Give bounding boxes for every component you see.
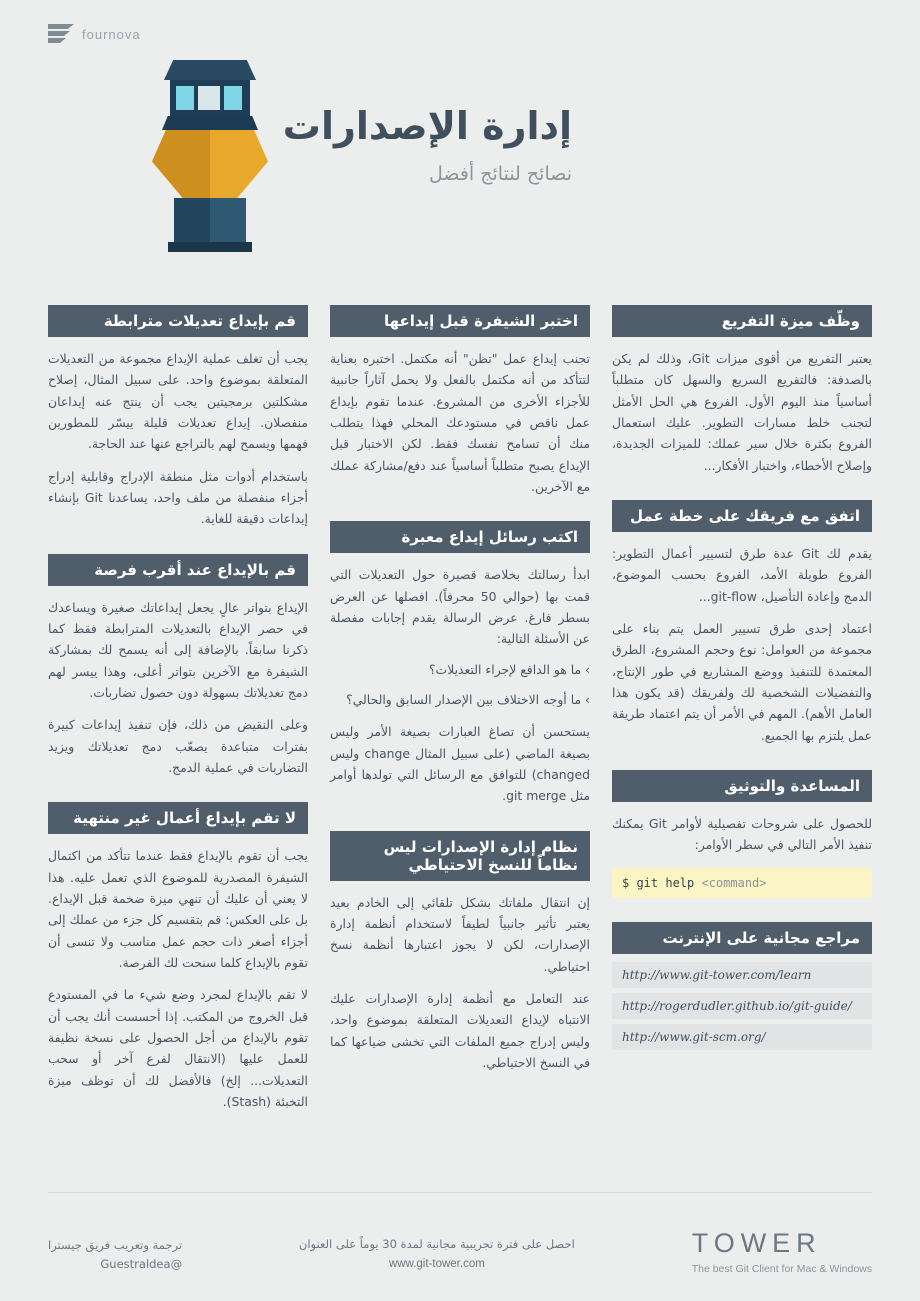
section-heading: قم بالإيداع عند أقرب فرصة: [48, 554, 308, 586]
section-paragraph: يجب أن تغلف عملية الإيداع مجموعة من التعديلات المتعلقة بموضوع واحد. على سبيل المثال، إصلاح مشكلتين برمجيتين يجب أن ينتج عنه إيداعان منفصلان. إيداع تعديلات قليلة ييسّر للمطورين فهمها ويسمح لهم بالتراجع عنها عند الحاجة.: [48, 351, 308, 452]
footer: [48, 1228, 872, 1275]
section-paragraph: الإيداع بتواتر عالٍ يجعل إيداعاتك صغيرة ويساعدك في حصر الإيداع بالتعديلات المترابطة فقط كما ذكرنا سابقاً. بالإضافة إلى أنه يسمح لك بمشاركة الشيفرة مع الآخرين بتواتر أعلى، وهذا ييسر لهم دمج تعديلاتك بسهولة دون حصول تضاربات.: [48, 599, 308, 700]
column-2: [330, 305, 590, 1112]
lighthouse-illustration: [150, 60, 270, 250]
footer-trial-url[interactable]: www.git-tower.com: [388, 1258, 485, 1271]
section-version-control-not-backup: [330, 831, 590, 1074]
footer-divider: [48, 1192, 872, 1193]
section-test-before-commit: [330, 305, 590, 497]
section-agree-on-workflow: [612, 500, 872, 746]
section-help-and-docs: [612, 770, 872, 898]
section-heading: اتفق مع فريقك على خطة عمل: [612, 500, 872, 532]
section-paragraph: وعلى النقيض من ذلك، فإن تنفيذ إيداعات كبيرة بفترات متباعدة يصعّب دمج تعديلاتك ويزيد التضاربات في عملية الدمج.: [48, 717, 308, 775]
title-block: [283, 105, 572, 185]
footer-credits: [48, 1236, 182, 1275]
section-paragraph: ابدأ رسالتك بخلاصة قصيرة حول التعديلات التي قمت بها (حوالي 50 محرفاً). افصلها عن العرض بسطر فارغ. عرض الرسالة يقدم إجابات مفصلة عن الأسئلة التالية:: [330, 567, 590, 647]
section-bullet: › ما أوجه الاختلاف بين الإصدار السابق والحالي؟: [346, 691, 590, 707]
page-subtitle: نصائح لنتائج أفضل: [428, 162, 572, 185]
section-paragraph: يقدم لك Git عدة طرق لتسيير أعمال التطوير: الفروع طويلة الأمد، الفروع بحسب الموضوع، الدمج وإعادة التأصيل، git-flow...: [612, 545, 872, 604]
column-3: [612, 305, 872, 1112]
section-heading: المساعدة والتوثيق: [612, 770, 872, 802]
content-columns: [48, 305, 872, 1112]
code-snippet: [612, 868, 872, 898]
resource-link[interactable]: http://www.git-scm.org/: [612, 1024, 872, 1050]
page-title: إدارة الإصدارات: [282, 104, 572, 148]
section-related-commits: [48, 305, 308, 530]
section-heading: اكتب رسائل إيداع معبرة: [330, 521, 590, 553]
section-paragraph: لا تقم بالإيداع لمجرد وضع شيء ما في المستودع قبل الخروج من المكتب. إذا أحسست أنك يجب أن تقوم بالإيداع من أجل الحصول على نسخة نظيفة للعمل عليها (الانتقال لفرع آخر أو سحب التعديلات... إلخ) فالأفضل لك أن توظف ميزة التخبئة (Stash).: [48, 987, 308, 1109]
section-heading: نظام إدارة الإصدارات ليس نظاماً للنسخ الاحتياطي: [330, 831, 590, 881]
tower-logo: TOWER: [691, 1228, 822, 1258]
section-paragraph: يجب أن تقوم بالإيداع فقط عندما تتأكد من اكتمال الشيفرة المصدرية للموضوع الذي تعمل عليه. هذا لا يعني أن عليك أن تنهي ميزة ضخمة قبل الإيداع. بل على العكس: قم بتقسيم كل جزء من عملك إلى أجزاء أصغر ذات حجم عمل مناسب ولا تنسى أن تقوم بالإيداع كلما سنحت لك الفرصة.: [48, 848, 308, 970]
section-use-branches: [612, 305, 872, 476]
section-paragraph: يستحسن أن تصاغ العبارات بصيغة الأمر وليس بصيغة الماضي (على سبيل المثال change وليس changed) للتوافق مع الرسائل التي تولدها أوامر مثل git merge.: [330, 724, 590, 804]
section-commit-often: [48, 554, 308, 779]
section-paragraph: يعتبر التفريع من أقوى ميزات Git، وذلك لم يكن بالصدفة: فالتفريع السريع والسهل كان متطلباً أساسياً منذ اليوم الأول. الفروع هي الحل الأمثل لتجنب خلط مسارات التطوير. عليك استعمال الفروع بكثرة خلال سير عملك: للميزات الجديدة، وإصلاح الأخطاء، واختبار الأفكار...: [612, 351, 872, 473]
code-argument: <command>: [701, 875, 767, 890]
code-prompt: $ git help: [622, 875, 695, 890]
footer-credit-line-1: ترجمة وتعريب فريق جيسترا: [48, 1237, 183, 1252]
tower-tagline: The best Git Client for Mac & Windows: [691, 1263, 872, 1275]
footer-product-logo: [692, 1228, 872, 1275]
section-paragraph: باستخدام أدوات مثل منطقة الإدراج وقابلية إدراج أجزاء منفصلة من ملف واحد، يساعدنا Git بإنشاء إيداعات دقيقة للغاية.: [48, 468, 308, 527]
section-paragraph: إن انتقال ملفاتك بشكل تلقائي إلى الخادم بعيد يعتبر تأثير جانبياً لطيفاً لاستخدام أنظمة إدارة الإصدارات، لكن لا يجوز اعتبارها أنظمة نسخ احتياطي.: [330, 894, 590, 974]
section-paragraph: اعتماد إحدى طرق تسيير العمل يتم بناء على مجموعة من العوامل: نوع وحجم المشروع، الطرق المعتمدة للتنفيذ ووضع المشاريع في طور الإنتاج، والتفضيلات الشخصية لك ولفريقك (قد يكون هذا العامل الأهم). المهم في الأمر أن يتم اعتماد طريقة عمل يلتزم بها الجميع.: [612, 620, 872, 743]
column-1: [48, 305, 308, 1112]
section-heading: قم بإيداع تعديلات مترابطة: [48, 305, 308, 337]
section-paragraph: للحصول على شروحات تفصيلية لأوامر Git يمكنك تنفيذ الأمر التالي في سطر الأوامر:: [612, 815, 872, 853]
section-paragraph: تجنب إيداع عمل "تظن" أنه مكتمل. اختبره بعناية لتتأكد من أنه مكتمل بالفعل ولا يحمل آثاراً جانبية للأجزاء الأخرى من المشروع. عندما تقوم بإيداع عمل ناقص في مستودعك المحلي فهذا يتطلب منك أن تسامح نفسك فقط. لكن الاختبار قبل الإيداع يصبح متطلباً أساسياً عند دفع/مشاركة عملك مع الآخرين.: [330, 351, 590, 494]
footer-credit-line-2: @Guestraldea: [100, 1257, 183, 1272]
resource-link-list: [612, 962, 872, 1050]
brand-logo: [48, 24, 141, 44]
resource-link[interactable]: http://www.git-tower.com/learn: [612, 962, 872, 988]
section-bullet: › ما هو الدافع لإجراء التعديلات؟: [428, 661, 590, 677]
section-no-half-done-work: [48, 802, 308, 1112]
resource-link[interactable]: http://rogerdudler.github.io/git-guide/: [612, 993, 872, 1019]
chevron-logo-icon: [48, 24, 74, 44]
footer-trial-offer: [299, 1234, 575, 1275]
brand-name: fournova: [82, 26, 141, 42]
section-paragraph: عند التعامل مع أنظمة إدارة الإصدارات عليك الانتباه لإيداع التعديلات المتعلقة بموضوع واحد، وليس إدراج جميع الملفات التي تخشى ضياعها كما في النسخ الاحتياطي.: [330, 990, 590, 1070]
section-heading: اختبر الشيفرة قبل إيداعها: [330, 305, 590, 337]
footer-trial-text: احصل على فترة تجريبية مجانية لمدة 30 يوماً على العنوان: [298, 1236, 575, 1251]
section-free-online-resources: [612, 922, 872, 1055]
section-heading: مراجع مجانية على الإنترنت: [612, 922, 872, 954]
section-heading: لا تقم بإيداع أعمال غير منتهية: [48, 802, 308, 834]
section-good-commit-messages: [330, 521, 590, 806]
section-heading: وظّف ميزة التفريع: [612, 305, 872, 337]
